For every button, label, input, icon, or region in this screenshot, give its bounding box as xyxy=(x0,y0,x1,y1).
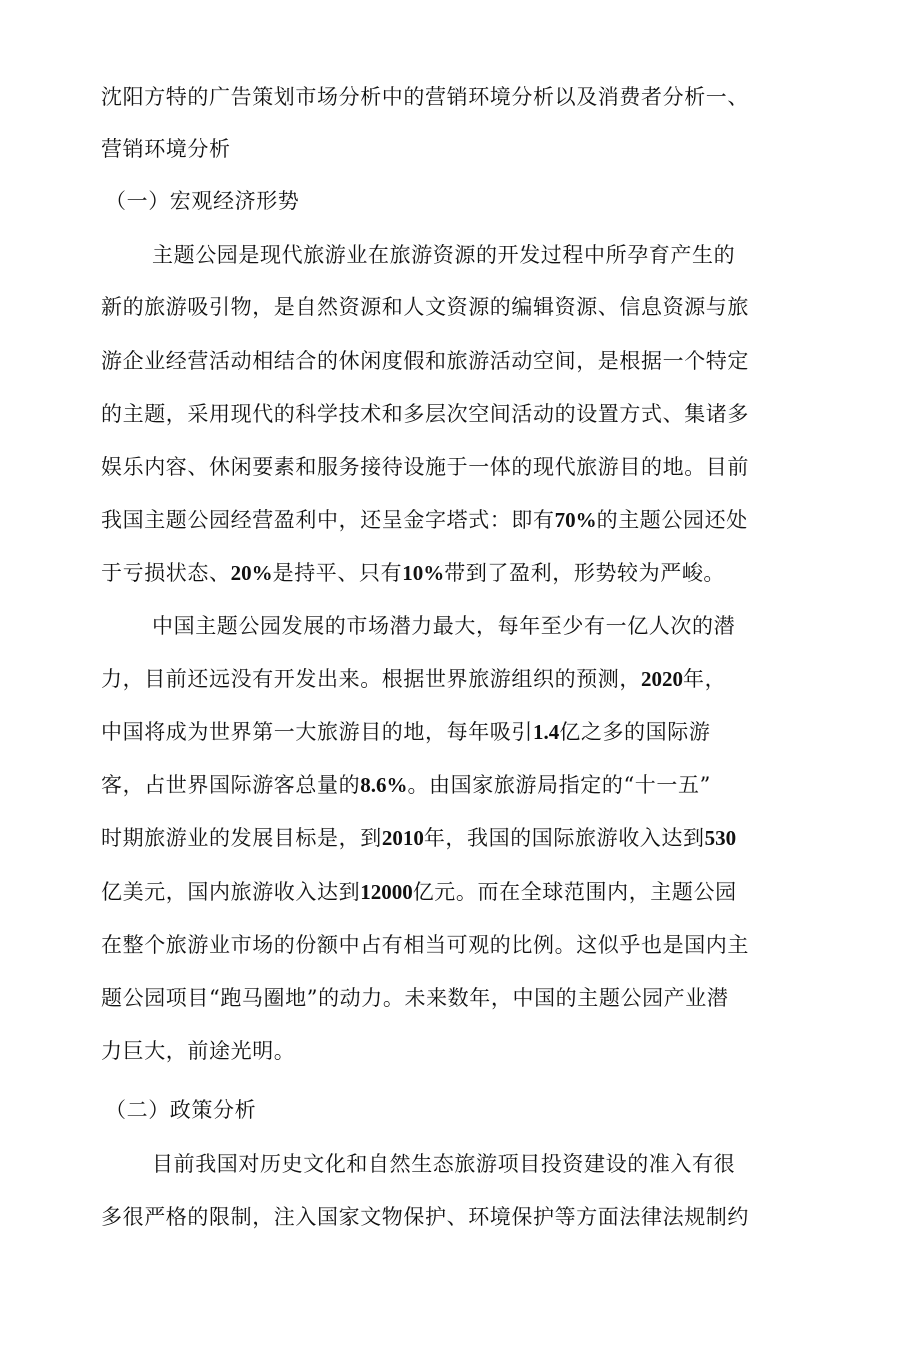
paragraph-line: 在整个旅游业市场的份额中占有相当可观的比例。这似乎也是国内主 xyxy=(101,933,749,957)
text-run: 。由国家旅游局指定的“十一五” xyxy=(407,773,711,797)
figure-value: 1.4 xyxy=(533,720,560,744)
figure-value: 530 xyxy=(704,826,737,850)
text-run: 亿元。而在全球范围内，主题公园 xyxy=(412,880,737,904)
paragraph-line xyxy=(101,558,725,588)
paragraph-line xyxy=(101,770,711,800)
figure-value: 2020 xyxy=(641,667,683,691)
paragraph-line: 娱乐内容、休闲要素和服务接待设施于一体的现代旅游目的地。目前 xyxy=(101,455,749,479)
text-run: 亿美元，国内旅游收入达到 xyxy=(101,880,361,904)
paragraph-line: 目前我国对历史文化和自然生态旅游项目投资建设的准入有很 xyxy=(152,1152,736,1176)
text-run: 带到了盈利，形势较为严峻。 xyxy=(444,561,726,585)
section-heading-macroeconomy: （一）宏观经济形势 xyxy=(105,189,300,213)
paragraph-line: 力巨大，前途光明。 xyxy=(101,1039,296,1063)
paragraph-line: 多很严格的限制，注入国家文物保护、环境保护等方面法律法规制约 xyxy=(101,1205,749,1229)
paragraph-line xyxy=(101,664,726,694)
text-run: 的主题公园还处 xyxy=(596,508,748,532)
paragraph-line: 中国主题公园发展的市场潜力最大，每年至少有一亿人次的潜 xyxy=(152,614,736,638)
paragraph-line xyxy=(101,505,748,535)
figure-value: 8.6% xyxy=(360,773,408,797)
text-run: 是持平、只有 xyxy=(272,561,403,585)
text-run: 客，占世界国际游客总量的 xyxy=(101,773,361,797)
text-run: 年，我国的国际旅游收入达到 xyxy=(423,826,705,850)
figure-value: 70% xyxy=(554,508,597,532)
paragraph-line: 新的旅游吸引物，是自然资源和人文资源的编辑资源、信息资源与旅 xyxy=(101,295,749,319)
paragraph-line xyxy=(101,717,710,747)
text-run: 于亏损状态、 xyxy=(101,561,231,585)
document-title-line-1: 沈阳方特的广告策划市场分析中的营销环境分析以及消费者分析一、 xyxy=(101,85,749,109)
paragraph-line: 主题公园是现代旅游业在旅游资源的开发过程中所孕育产生的 xyxy=(152,243,736,267)
text-run: 中国将成为世界第一大旅游目的地，每年吸引 xyxy=(101,720,533,744)
paragraph-line xyxy=(101,877,737,907)
text-run: 力，目前还远没有开发出来。根据世界旅游组织的预测， xyxy=(101,667,641,691)
figure-value: 20% xyxy=(230,561,273,585)
text-run: 时期旅游业的发展目标是，到 xyxy=(101,826,382,850)
text-run: 亿之多的国际游 xyxy=(559,720,711,744)
text-run: 我国主题公园经营盈利中，还呈金字塔式：即有 xyxy=(101,508,555,532)
figure-value: 12000 xyxy=(360,880,413,904)
paragraph-line: 题公园项目“跑马圈地”的动力。未来数年，中国的主题公园产业潜 xyxy=(101,986,729,1010)
figure-value: 10% xyxy=(402,561,445,585)
paragraph-line xyxy=(101,823,736,853)
section-heading-policy: （二）政策分析 xyxy=(105,1098,257,1122)
document-title-line-2: 营销环境分析 xyxy=(101,137,231,161)
text-run: 年， xyxy=(683,667,727,691)
paragraph-line: 游企业经营活动相结合的休闲度假和旅游活动空间，是根据一个特定 xyxy=(101,349,749,373)
paragraph-line: 的主题，采用现代的科学技术和多层次空间活动的设置方式、集诸多 xyxy=(101,402,749,426)
figure-value: 2010 xyxy=(381,826,424,850)
